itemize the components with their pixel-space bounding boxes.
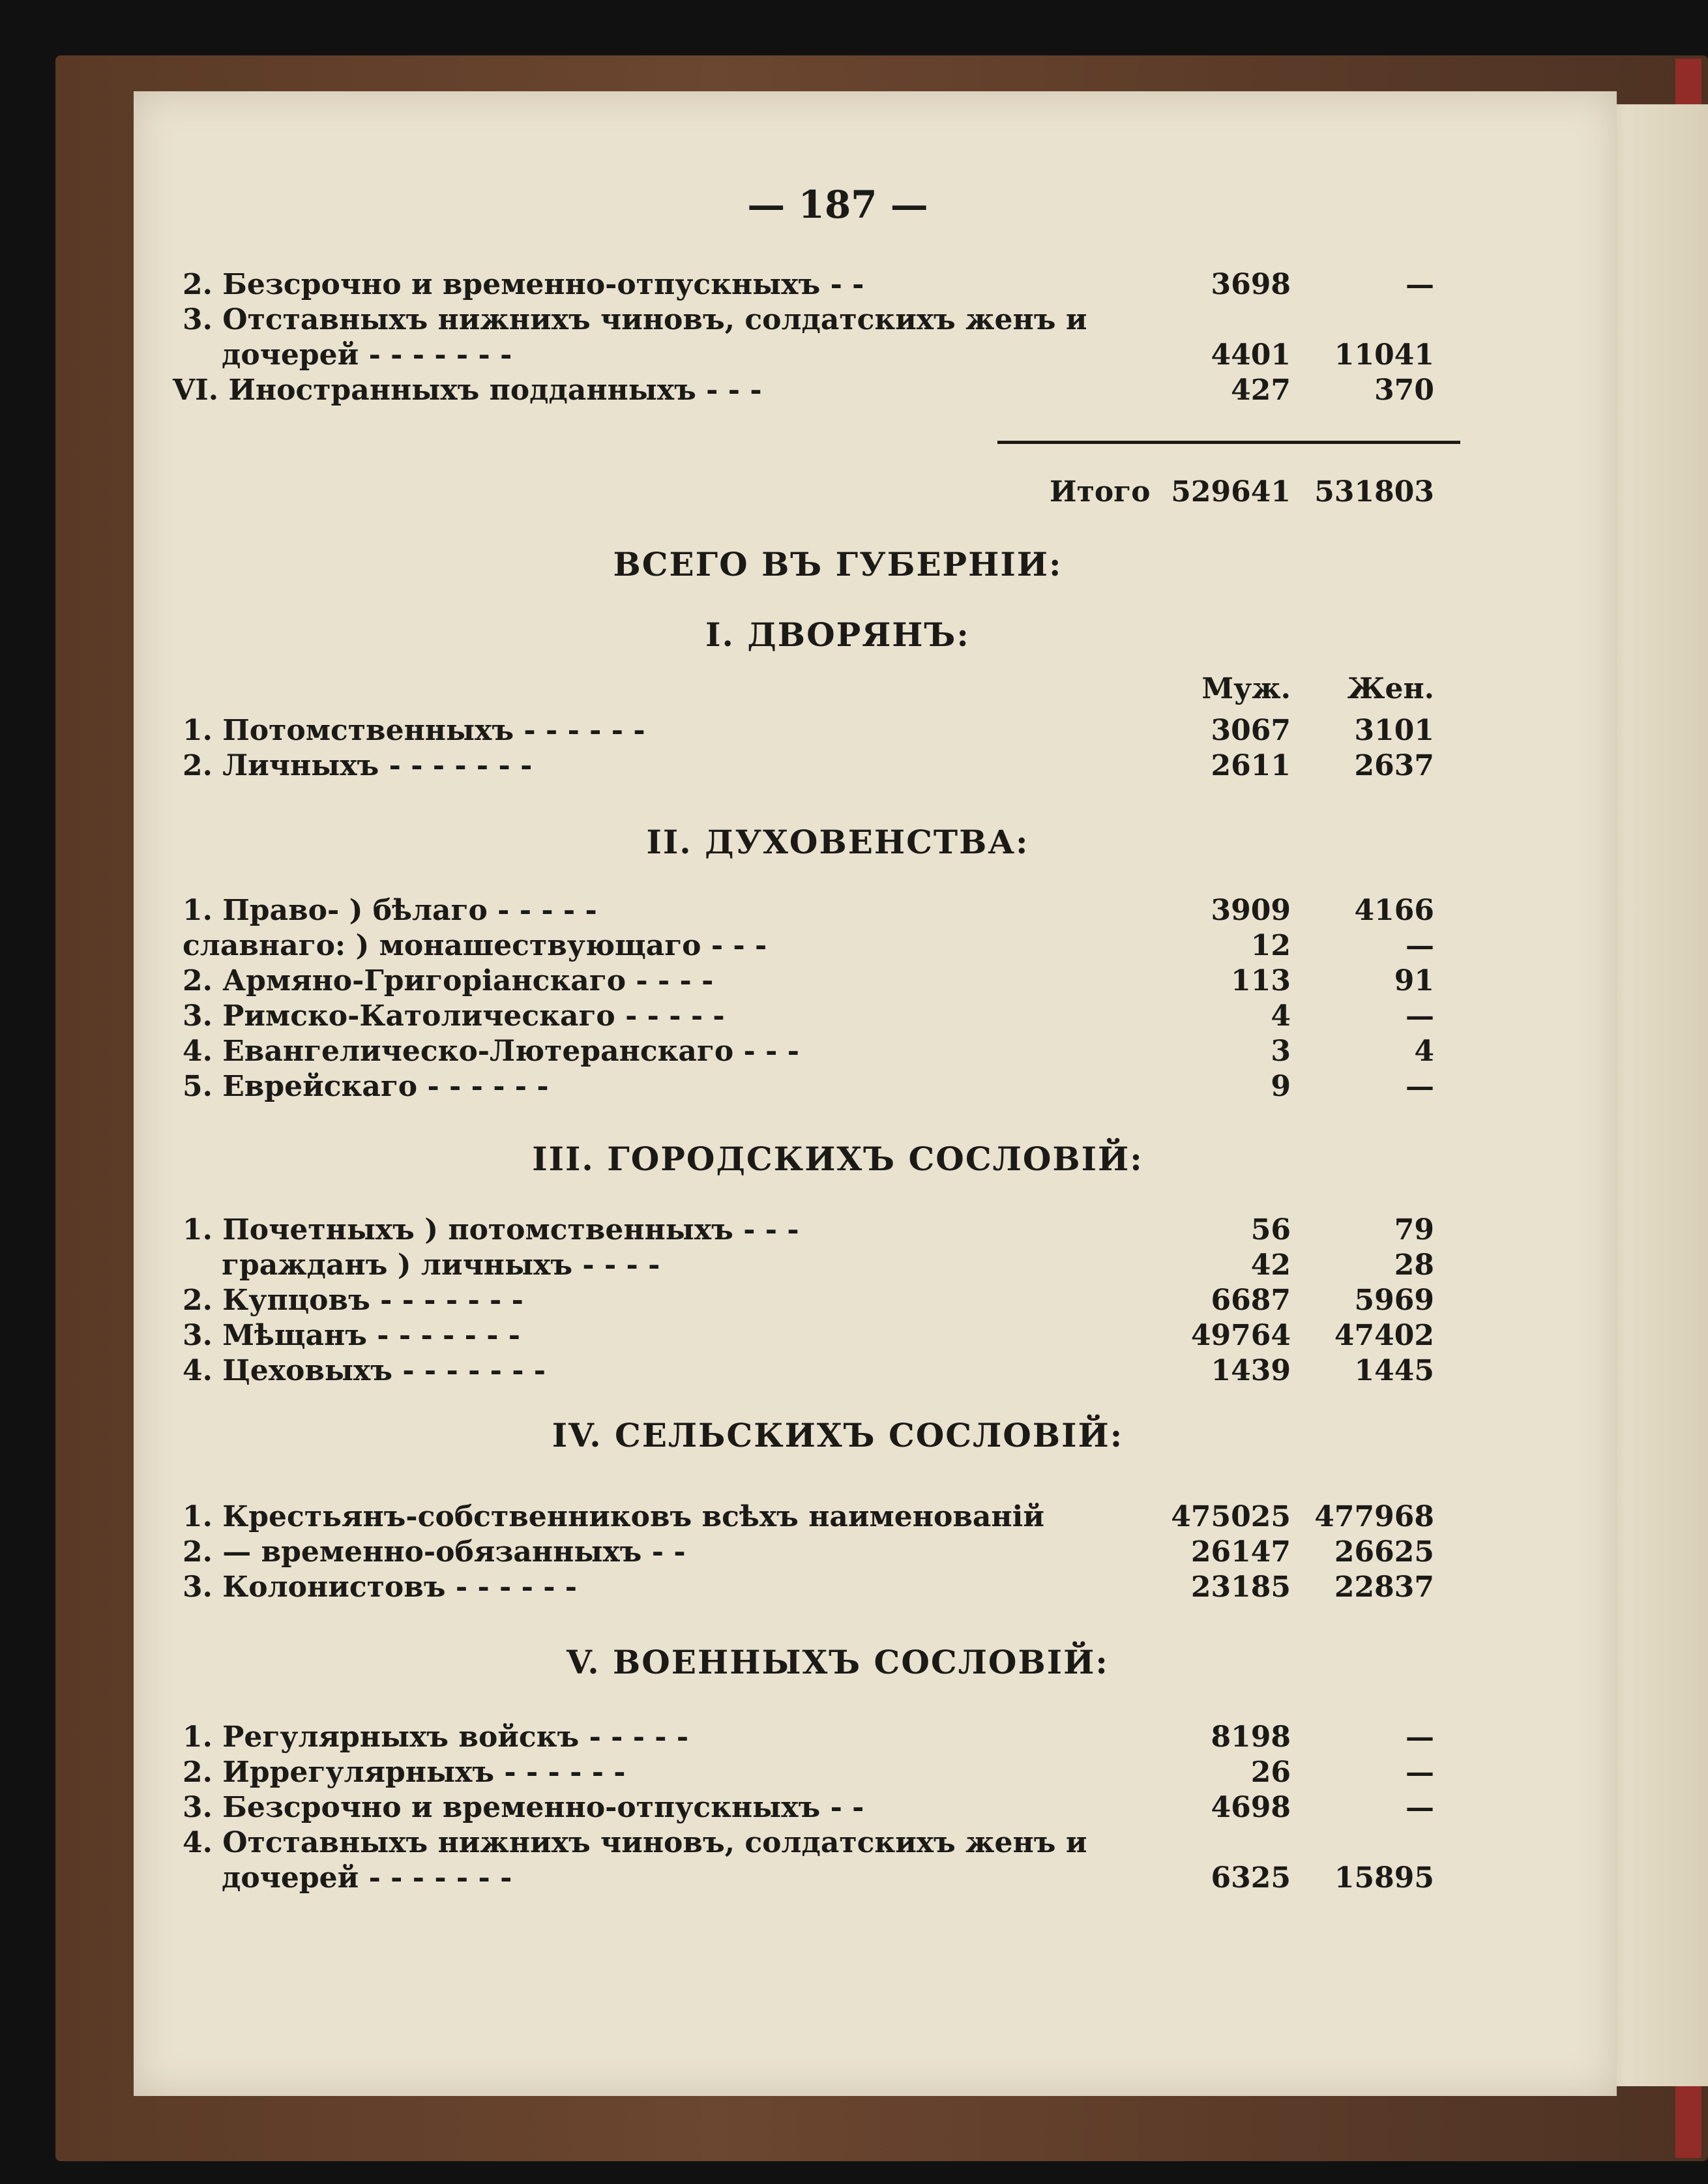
row-label: 3. Отставныхъ нижнихъ чиновъ, солдатскихъ женъ и <box>183 303 1087 336</box>
male-value: 56 <box>1250 1213 1291 1247</box>
table-row <box>183 1720 1434 1755</box>
table-row <box>183 303 1434 338</box>
table-row <box>183 748 1434 784</box>
table-row <box>183 964 1434 999</box>
grand-title: ВСЕГО ВЪ ГУБЕРНІИ: <box>613 545 1063 583</box>
table-row <box>183 1499 1434 1535</box>
table-row <box>173 373 1434 408</box>
row-label: 4. Цеховыхъ - - - - - - - <box>183 1354 546 1387</box>
male-column-header: Муж. <box>1201 672 1291 705</box>
male-value: 6325 <box>1211 1861 1291 1895</box>
female-value: 47402 <box>1334 1319 1434 1352</box>
row-label: дочерей - - - - - - - <box>222 1861 512 1895</box>
row-label: гражданъ ) личныхъ - - - - <box>222 1248 660 1282</box>
table-row <box>183 928 1434 964</box>
row-label: 2. Иррегулярныхъ - - - - - - <box>183 1756 626 1789</box>
table-row <box>183 1825 1434 1861</box>
row-label: 3. Безсрочно и временно-отпускныхъ - - <box>183 1791 864 1824</box>
female-value: 4 <box>1414 1035 1434 1068</box>
row-label: 3. Римско-Католическаго - - - - - <box>183 999 725 1033</box>
female-value: 22837 <box>1334 1571 1434 1604</box>
row-label: 3. Мѣщанъ - - - - - - - <box>183 1319 521 1352</box>
row-label: 5. Еврейскаго - - - - - - <box>183 1070 549 1103</box>
table-row <box>222 1861 1434 1896</box>
female-value: 477968 <box>1314 1500 1434 1533</box>
row-label: дочерей - - - - - - - <box>222 338 512 372</box>
row-label: 2. Купцовъ - - - - - - - <box>183 1284 523 1317</box>
section-title-clergy: II. ДУХОВЕНСТВА: <box>646 823 1029 861</box>
row-label: 2. Безсрочно и временно-отпускныхъ - - <box>183 268 864 301</box>
male-value: 3 <box>1271 1035 1291 1068</box>
male-value: 9 <box>1271 1070 1291 1103</box>
total-female: 531803 <box>1314 475 1434 509</box>
table-row <box>183 1755 1434 1790</box>
row-label: VI. Иностранныхъ подданныхъ - - - <box>173 374 762 407</box>
row-label: 1. Почетныхъ ) потомственныхъ - - - <box>183 1213 799 1247</box>
female-value: 15895 <box>1334 1861 1434 1895</box>
female-value: — <box>1406 929 1434 962</box>
female-value: 1445 <box>1354 1354 1434 1387</box>
male-value: 26 <box>1250 1756 1291 1789</box>
table-row <box>183 267 1434 303</box>
female-value: — <box>1406 1720 1434 1754</box>
row-label: 1. Регулярныхъ войскъ - - - - - <box>183 1720 689 1754</box>
table-row <box>183 1570 1434 1605</box>
row-label: славнаго: ) монашествующаго - - - <box>183 929 767 962</box>
row-label: 2. Личныхъ - - - - - - - <box>183 749 533 782</box>
male-value: 113 <box>1231 964 1291 997</box>
total-label: Итого <box>1050 475 1151 509</box>
male-value: 3067 <box>1211 714 1291 747</box>
female-column-header: Жен. <box>1347 672 1434 705</box>
total-male: 529641 <box>1171 475 1291 509</box>
row-label: 3. Колонистовъ - - - - - - <box>183 1571 578 1604</box>
male-value: 3698 <box>1211 268 1291 301</box>
section-title-rural: IV. СЕЛЬСКИХЪ СОСЛОВІЙ: <box>552 1416 1124 1454</box>
row-label: 1. Право- ) бѣлаго - - - - - <box>183 894 597 927</box>
page-number: — 187 — <box>747 183 928 227</box>
table-row <box>183 713 1434 748</box>
column-headers <box>241 671 1434 707</box>
table-row <box>183 1283 1434 1318</box>
male-value: 4 <box>1271 999 1291 1033</box>
male-value: 26147 <box>1190 1535 1291 1569</box>
table-row <box>222 338 1434 373</box>
table-row <box>183 1034 1434 1069</box>
total-row <box>241 475 1434 510</box>
table-row <box>183 1790 1434 1825</box>
female-value: 11041 <box>1334 338 1434 372</box>
male-value: 4401 <box>1211 338 1291 372</box>
male-value: 12 <box>1250 929 1291 962</box>
male-value: 3909 <box>1211 894 1291 927</box>
male-value: 6687 <box>1211 1284 1291 1317</box>
table-row <box>183 893 1434 928</box>
female-value: 79 <box>1394 1213 1434 1247</box>
row-label: 4. Евангелическо-Лютеранскаго - - - <box>183 1035 799 1068</box>
row-label: 2. — временно-обязанныхъ - - <box>183 1535 686 1569</box>
male-value: 1439 <box>1211 1354 1291 1387</box>
table-row <box>183 1318 1434 1353</box>
male-value: 427 <box>1231 374 1291 407</box>
female-value: 3101 <box>1354 714 1434 747</box>
male-value: 42 <box>1250 1248 1291 1282</box>
section-title-military: V. ВОЕННЫХЪ СОСЛОВІЙ: <box>567 1643 1109 1681</box>
male-value: 23185 <box>1190 1571 1291 1604</box>
table-row <box>183 1213 1434 1248</box>
row-label: 1. Потомственныхъ - - - - - - <box>183 714 645 747</box>
male-value: 49764 <box>1190 1319 1291 1352</box>
male-value: 8198 <box>1211 1720 1291 1754</box>
female-value: — <box>1406 999 1434 1033</box>
female-value: 370 <box>1374 374 1434 407</box>
female-value: — <box>1406 1070 1434 1103</box>
male-value: 2611 <box>1211 749 1291 782</box>
female-value: — <box>1406 268 1434 301</box>
male-value: 475025 <box>1171 1500 1291 1533</box>
row-label: 2. Армяно-Григоріанскаго - - - - <box>183 964 714 997</box>
table-row <box>183 1353 1434 1389</box>
female-value: 4166 <box>1354 894 1434 927</box>
female-value: — <box>1406 1756 1434 1789</box>
female-value: — <box>1406 1791 1434 1824</box>
female-value: 28 <box>1394 1248 1434 1282</box>
female-value: 26625 <box>1334 1535 1434 1569</box>
total-rule <box>997 441 1460 444</box>
male-value: 4698 <box>1211 1791 1291 1824</box>
table-row <box>183 999 1434 1034</box>
table-row <box>222 1248 1434 1283</box>
section-title-nobility: I. ДВОРЯНЪ: <box>705 615 970 654</box>
female-value: 2637 <box>1354 749 1434 782</box>
row-label: 4. Отставныхъ нижнихъ чиновъ, солдатскихъ женъ и <box>183 1826 1087 1859</box>
table-row <box>183 1069 1434 1104</box>
female-value: 5969 <box>1354 1284 1434 1317</box>
female-value: 91 <box>1394 964 1434 997</box>
section-title-urban: III. ГОРОДСКИХЪ СОСЛОВІЙ: <box>532 1140 1143 1178</box>
table-row <box>183 1535 1434 1570</box>
row-label: 1. Крестьянъ-собственниковъ всѣхъ наименованій <box>183 1500 1044 1533</box>
